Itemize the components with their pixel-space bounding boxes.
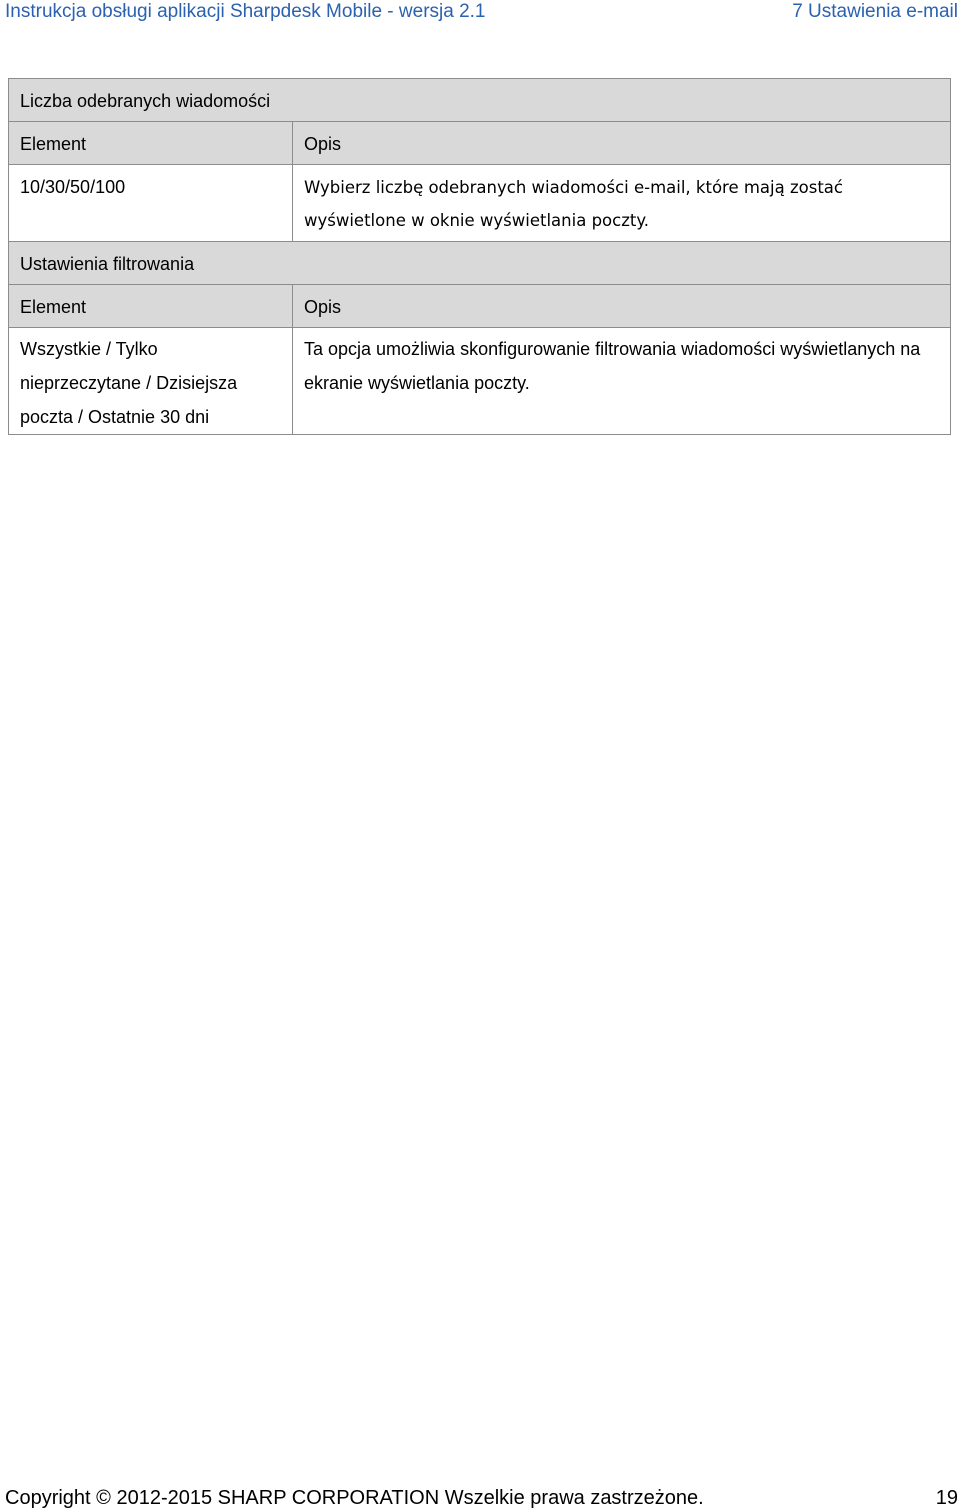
column-header-element: Element [9,285,293,328]
element-cell: 10/30/50/100 [9,165,293,242]
page-header [0,0,960,26]
element-cell: Wszystkie / Tylko nieprzeczytane / Dzisiejsza poczta / Ostatnie 30 dni [9,328,293,435]
column-header-description: Opis [293,122,951,165]
section-title: Ustawienia filtrowania [9,242,951,285]
copyright-notice: Copyright © 2012-2015 SHARP CORPORATION Wszelkie prawa zastrzeżone. [5,1487,704,1509]
description-cell: Wybierz liczbę odebranych wiadomości e-mail, które mają zostać wyświetlone w oknie wyświetlania poczty. [293,165,951,242]
section-title: Liczba odebranych wiadomości [9,79,951,122]
column-header-description: Opis [293,285,951,328]
document-title: Instrukcja obsługi aplikacji Sharpdesk Mobile - wersja 2.1 [5,1,486,22]
table-row [9,165,951,242]
description-cell: Ta opcja umożliwia skonfigurowanie filtrowania wiadomości wyświetlanych na ekranie wyświetlania poczty. [293,328,951,435]
column-header-row [9,285,951,328]
page-footer [0,1484,960,1512]
column-header-row [9,122,951,165]
column-header-element: Element [9,122,293,165]
table-row [9,328,951,435]
settings-table [8,78,951,435]
chapter-title: 7 Ustawienia e-mail [792,1,958,22]
section-header-row [9,79,951,122]
page-number: 19 [935,1487,958,1509]
section-header-row [9,242,951,285]
